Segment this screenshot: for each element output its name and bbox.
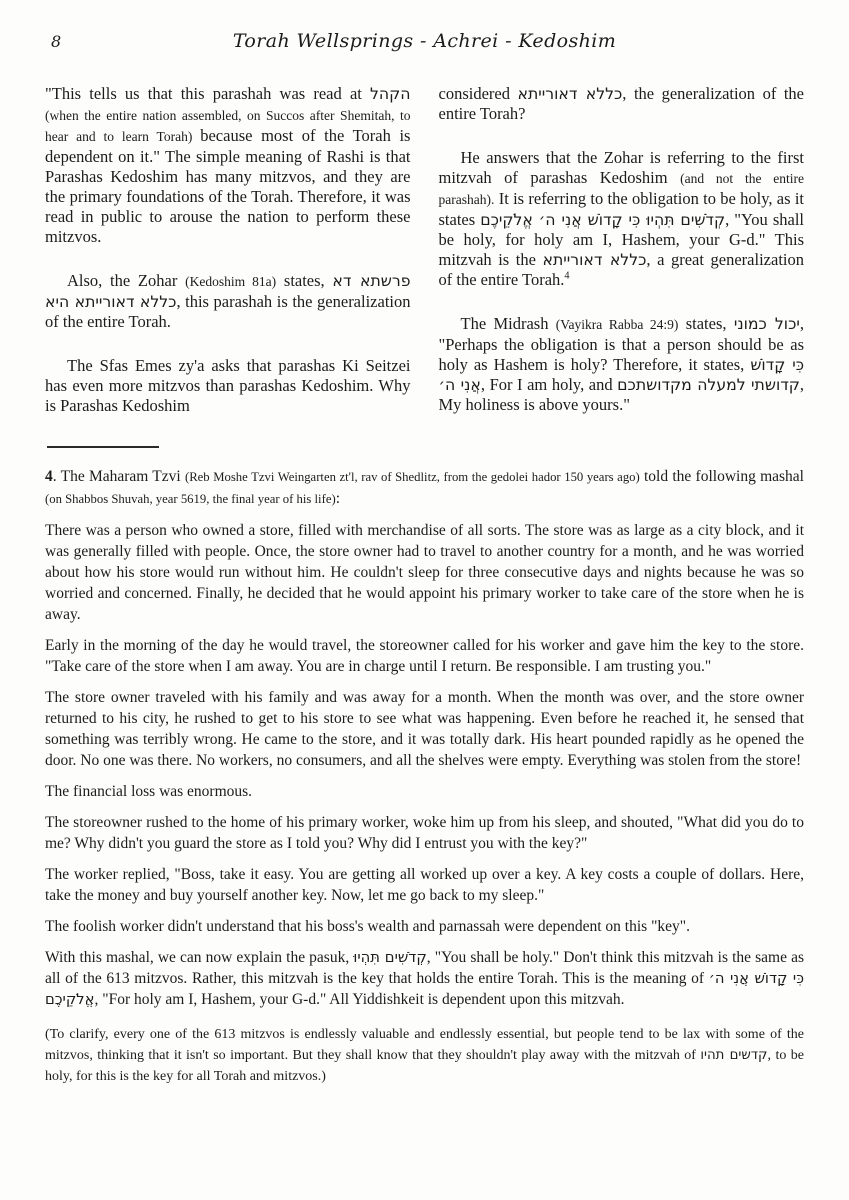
footnote-paragraph: [45, 864, 804, 906]
text-run: told the following mashal: [639, 468, 804, 485]
footnote-paragraph: [45, 947, 804, 1010]
text-run: , "You shall be holy, for holy am I, Hashem, your G-d." This mitzvah is the: [438, 210, 804, 269]
hebrew-text: פרשתא דא כללא דאורייתא היא: [45, 271, 411, 311]
body-paragraph: [439, 314, 805, 415]
hebrew-text: קְדֹשִׁים תִּהְיוּ כִּי קָדוֹשׁ אֲנִי ה׳ אֱלֹקֵיכֶם: [480, 210, 726, 229]
text-run: , "You shall be holy." Don't think this mitzvah is the same as all of the 613 mitzvos. Rather, this mitzvah is the key that holds the entire Torah. This is the meaning of: [45, 949, 804, 987]
text-run: The Sfas Emes zy'a asks that parashas Ki Seitzei has even more mitzvos than parashas Kedoshim. Why is Parashas Kedoshim: [45, 356, 411, 415]
body-paragraph: [439, 84, 805, 124]
text-run: , the generalization of the entire Torah?: [438, 84, 804, 123]
text-run: The foolish worker didn't understand that his boss's wealth and parnassah were dependent on this "key".: [45, 918, 690, 935]
text-run: The storeowner rushed to the home of his primary worker, woke him up from his sleep, and shouted, "What did you do to me? Why didn't you guard the store as I told you? Why did I entrust you with the key?": [45, 814, 804, 852]
right-column: [439, 84, 805, 416]
footnote-paragraph: [45, 635, 804, 677]
text-run: , "For holy am I, Hashem, your G-d." All Yiddishkeit is dependent upon this mitzvah.: [94, 991, 625, 1008]
body-paragraph: [45, 84, 411, 247]
body-paragraph: [439, 148, 805, 290]
hebrew-text: קדושתי למעלה מקדושתכם: [617, 375, 800, 394]
footnote-paragraph: [45, 916, 804, 937]
text-run: , this parashah is the generalization of the entire Torah.: [45, 292, 411, 331]
hebrew-text: יכול כמוני: [733, 314, 800, 333]
text-run: , My holiness is above yours.": [438, 375, 804, 414]
text-run: (Reb Moshe Tzvi Weingarten zt'l, rav of Shedlitz, from the gedolei hador 150 years ago): [184, 470, 640, 484]
text-run: The Midrash: [460, 314, 556, 333]
page-number: 8: [51, 32, 62, 51]
hebrew-text: הקהל: [370, 84, 411, 103]
text-run: Also, the Zohar: [67, 271, 186, 290]
footnote-paragraph: [45, 466, 804, 510]
text-run: 4: [45, 468, 53, 485]
hebrew-text: קְדֹשִׁים תִּהְיוּ: [353, 949, 427, 966]
footnote-section: [45, 446, 804, 1087]
hebrew-text: כללא דאורייתא: [542, 250, 647, 269]
text-run: "This tells us that this parashah was read at: [45, 84, 371, 103]
text-run: , to be holy, for this is the key for all Torah and mitzvos.): [45, 1048, 804, 1084]
body-paragraph: [45, 271, 411, 332]
page-title: Torah Wellsprings - Achrei - Kedoshim: [232, 30, 617, 52]
text-run: Early in the morning of the day he would travel, the storeowner called for his worker and gave him the key to the store. "Take care of the store when I am away. You are in charge until I return. Be responsible. I am trusting you.": [45, 637, 804, 675]
text-run: , For I am holy, and: [480, 375, 618, 394]
text-run: (and not the entire parashah).: [438, 171, 805, 207]
text-run: , "Perhaps the obligation is that a person should be as holy as Hashem is holy? Therefore, it states,: [438, 314, 804, 374]
text-run: because most of the Torah is dependent on it." The simple meaning of Rashi is that Parashas Kedoshim has many mitzvos, and they are the primary foundations of the Torah. Therefore, it was read in public to arouse the nation to perform these mitzvos.: [45, 126, 411, 246]
text-run: 4: [564, 270, 570, 282]
text-run: . The Maharam Tzvi: [52, 468, 185, 485]
page-header: [45, 30, 804, 58]
text-run: There was a person who owned a store, filled with merchandise of all sorts. The store was as large as a city block, and it was generally filled with people. Once, the store owner had to travel to another country for a month, and he was worried about how his store would run without him. He couldn't sleep for three consecutive days and nights because he was so worried and concerned. Finally, he decided that he would appoint his primary worker to take care of the store when he is away.: [45, 522, 804, 623]
text-run: states,: [678, 314, 734, 333]
footnote-clarification-paragraph: [45, 1024, 804, 1087]
body-paragraph: [45, 356, 411, 416]
footnote-divider: [47, 446, 159, 448]
text-run: states,: [276, 271, 333, 290]
text-run: (when the entire nation assembled, on Succos after Shemitah, to hear and to learn Torah): [45, 108, 411, 144]
main-text: [45, 84, 804, 416]
text-run: With this mashal, we can now explain the pasuk,: [45, 949, 354, 966]
text-run: (Kedoshim 81a): [185, 274, 277, 289]
left-column: [45, 84, 411, 416]
hebrew-text: כִּי קָדוֹשׁ אֲנִי ה׳ אֱלֹקֵיכֶם: [45, 970, 804, 1008]
text-run: The financial loss was enormous.: [45, 783, 253, 800]
footnote-paragraph: [45, 781, 804, 802]
text-run: (Vayikra Rabba 24:9): [555, 317, 679, 332]
footnote-paragraph: [45, 812, 804, 854]
text-run: , a great generalization of the entire Torah.: [438, 250, 804, 289]
footnote-paragraph: [45, 687, 804, 771]
text-run: (on Shabbos Shuvah, year 5619, the final year of his life): [45, 492, 336, 506]
text-run: :: [335, 490, 341, 507]
hebrew-text: כִּי קָדוֹשׁ אֲנִי ה׳: [438, 355, 804, 394]
text-run: (To clarify, every one of the 613 mitzvos is endlessly valuable and endlessly essential, but people tend to be lax with some of the mitzvos, thinking that it isn't so important. But they shall know that they shouldn't play away with the mitzvah of: [45, 1027, 804, 1063]
text-run: The store owner traveled with his family and was away for a month. When the month was over, and the store owner returned to his city, he rushed to get to his store to see what was happening. Even before he reached it, he sensed that something was terribly wrong. He came to the store, and it was totally dark. His heart pounded rapidly as he opened the door. No one was there. No workers, no consumers, and all the shelves were empty. Everything was stolen from the store!: [45, 689, 804, 769]
hebrew-text: כללא דאורייתא: [517, 84, 623, 103]
text-run: considered: [438, 84, 518, 103]
footnote-paragraph: [45, 520, 804, 625]
hebrew-text: קדשים תהיו: [700, 1048, 768, 1063]
text-run: It is referring to the obligation to be holy, as it states: [438, 189, 804, 229]
text-run: He answers that the Zohar is referring to the first mitzvah of parashas Kedoshim: [438, 148, 804, 187]
text-run: The worker replied, "Boss, take it easy. You are getting all worked up over a key. A key costs a couple of dollars. Here, take the money and buy yourself another key. Now, let me go back to my sleep.": [45, 866, 804, 904]
